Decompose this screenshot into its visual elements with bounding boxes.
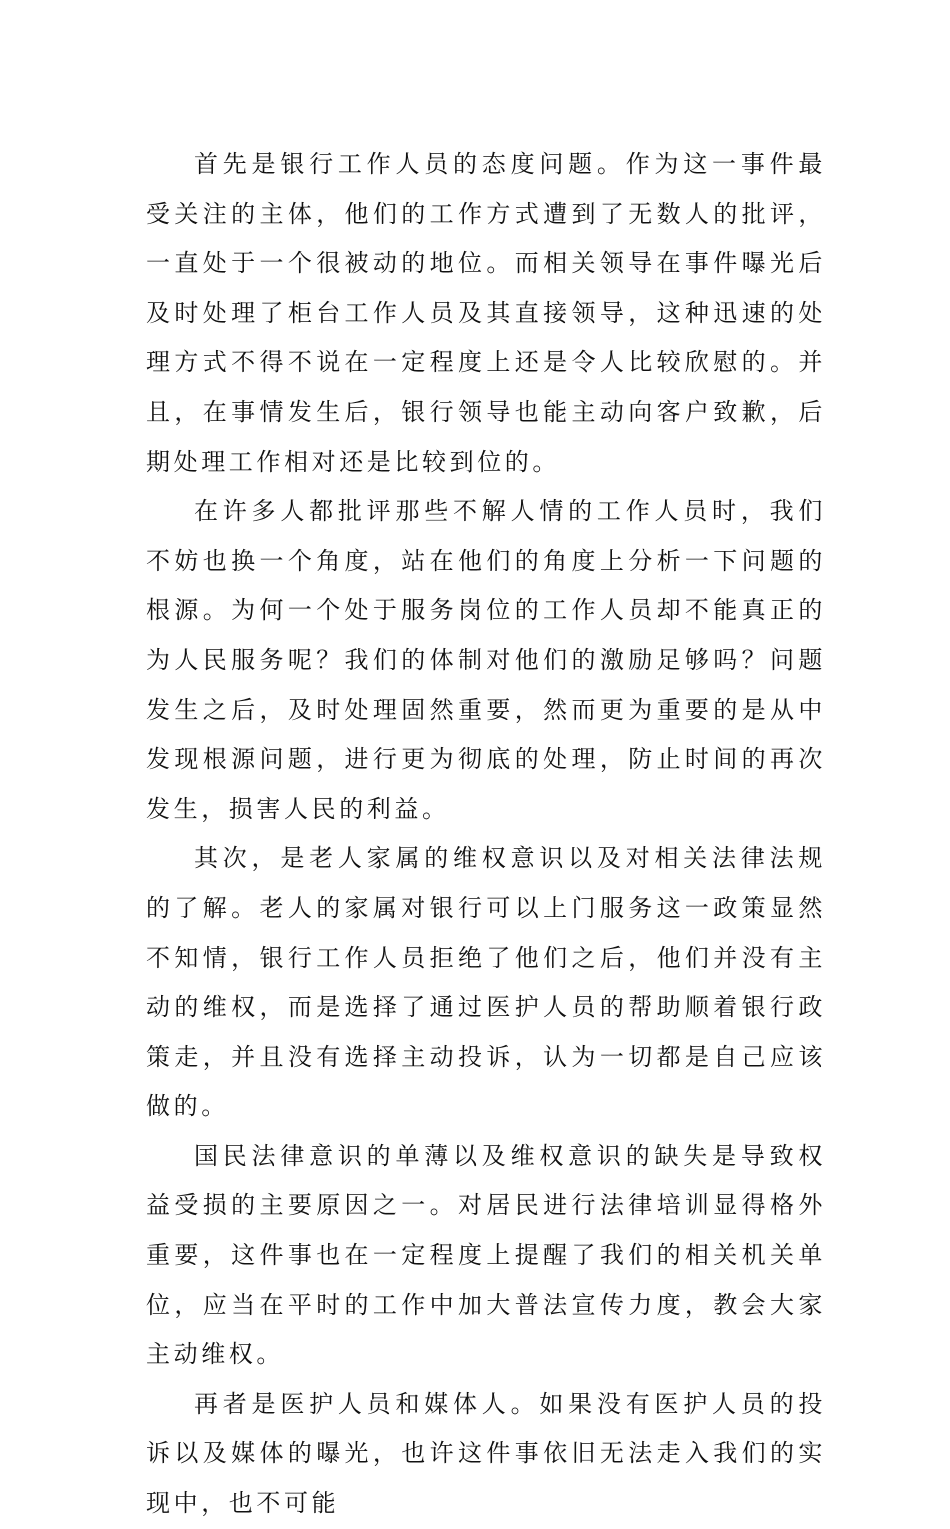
document-body	[146, 140, 826, 1529]
paragraph-medical-media: 再者是医护人员和媒体人。如果没有医护人员的投诉以及媒体的曝光，也许这件事依旧无法走入我们的实现中，也不可能	[146, 1389, 826, 1518]
paragraph-staff-attitude: 首先是银行工作人员的态度问题。作为这一事件最受关注的主体，他们的工作方式遭到了无数人的批评，一直处于一个很被动的地位。而相关领导在事件曝光后及时处理了柜台工作人员及其直接领导，这种迅速的处理方式不得不说在一定程度上还是令人比较欣慰的。并且，在事情发生后，银行领导也能主动向客户致歉，后期处理工作相对还是比较到位的。	[146, 150, 826, 476]
paragraph-family-rights: 其次，是老人家属的维权意识以及对相关法律法规的了解。老人的家属对银行可以上门服务这一政策显然不知情，银行工作人员拒绝了他们之后，他们并没有主动的维权，而是选择了通过医护人员的帮助顺着银行政策走，并且没有选择主动投诉，认为一切都是自己应该做的。	[146, 844, 826, 1121]
paragraph-root-cause: 在许多人都批评那些不解人情的工作人员时，我们不妨也换一个角度，站在他们的角度上分析一下问题的根源。为何一个处于服务岗位的工作人员却不能真正的为人民服务呢？我们的体制对他们的激励足够吗？问题发生之后，及时处理固然重要，然而更为重要的是从中发现根源问题，进行更为彻底的处理，防止时间的再次发生，损害人民的利益。	[146, 497, 826, 823]
paragraph-legal-awareness: 国民法律意识的单薄以及维权意识的缺失是导致权益受损的主要原因之一。对居民进行法律培训显得格外重要，这件事也在一定程度上提醒了我们的相关机关单位，应当在平时的工作中加大普法宣传力度，教会大家主动维权。	[146, 1141, 826, 1369]
